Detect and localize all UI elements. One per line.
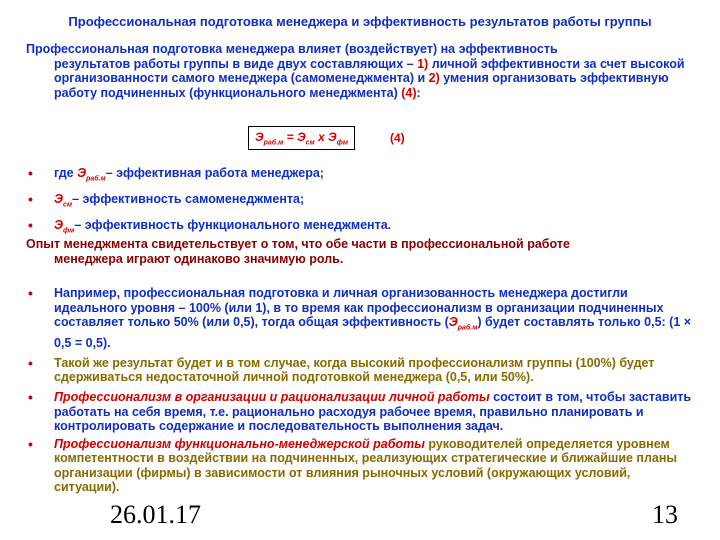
definition-text: – эффективность функционального менеджмента. — [74, 218, 392, 232]
slide-title: Профессиональная подготовка менеджера и эффективность результатов работы группы — [68, 14, 652, 29]
list-item — [26, 166, 696, 187]
bullet-icon: • — [28, 435, 33, 452]
intro-text-c: умения организовать эффективную работу подчиненных (функционального менеджмента) — [54, 71, 669, 100]
formula-box — [248, 126, 355, 150]
formula-sub-3: фм — [336, 139, 348, 147]
bullet-icon: • — [28, 354, 33, 371]
formula-e1: Э — [255, 130, 264, 144]
definition-subscript: фм — [62, 227, 75, 235]
example-list — [26, 286, 696, 385]
intro-line-1: Профессиональная подготовка менеджера влияет (воздействует) на эффективность — [26, 42, 558, 56]
formula-x: х Э — [314, 130, 337, 144]
formula-sub-2: см — [305, 139, 315, 147]
intro-number-2: 2) — [428, 71, 440, 85]
intro-paragraph — [26, 42, 696, 100]
definition-text: – эффективная работа менеджера; — [105, 166, 324, 180]
intro-ref: (4) — [401, 85, 417, 100]
definition-text: – эффективность самоменеджмента; — [72, 192, 305, 206]
definition-symbol: Э — [54, 192, 63, 206]
intro-number-1: 1) — [417, 56, 429, 71]
intro-text-b: личной эффективности за счет высокой организованности самого менеджера (самоменеджмента) и — [54, 56, 685, 85]
bullet-icon: • — [28, 285, 33, 301]
definition-prefix: где — [54, 166, 78, 180]
experience-paragraph — [26, 237, 696, 266]
definitions-list — [26, 166, 696, 239]
list-item — [26, 218, 696, 239]
professionalism-term-2: Профессионализм функционально-менеджерской работы — [54, 436, 425, 451]
footer-date: 26.01.17 — [110, 500, 201, 529]
intro-text-a: результатов работы группы в виде двух составляющих – — [54, 56, 418, 71]
professionalism-text-2: руководителей определяется уровнем компетентности в воздействии на подчиненных, реализующих стратегические и ближайшие планы организации (фирмы) в зависимости от влияния рыночных условий (окружающих условий, ситуации). — [54, 436, 678, 494]
professionalism-list — [26, 390, 696, 495]
list-item — [26, 192, 696, 213]
intro-colon: : — [416, 85, 421, 100]
formula-sub-1: раб.м — [263, 139, 284, 147]
list-item — [26, 356, 696, 385]
definition-symbol: Э — [54, 218, 63, 232]
example-symbol: Э — [448, 315, 458, 329]
bullet-icon: • — [28, 217, 33, 233]
page-number: 13 — [652, 500, 678, 529]
list-item — [26, 286, 696, 351]
professionalism-text-1: состоит в том, чтобы заставить работать на себя время, т.е. рационально расходуя рабочее время, правильно планировать и контролировать содержание и последовательность выполнения задач. — [54, 390, 692, 433]
formula-number: (4) — [390, 131, 405, 145]
list-item — [26, 390, 696, 434]
bullet-icon: • — [28, 191, 33, 207]
experience-line-1: Опыт менеджмента свидетельствует о том, что обе части в профессиональной работе — [26, 237, 570, 251]
intro-continuation — [26, 57, 696, 101]
example-text-2: Такой же результат будет и в том случае, когда высокий профессионализм группы (100%) будет сдерживаться недостаточной личной подготовкой менеджера (0,5, или 50%). — [54, 355, 655, 384]
bullet-icon: • — [28, 389, 33, 405]
formula-eq: = Э — [283, 130, 306, 144]
example-text-1-end: ) будет составлять только 0,5: (1 × 0,5 = 0,5). — [54, 315, 692, 350]
bullet-icon: • — [28, 165, 33, 181]
definition-symbol: Э — [77, 166, 87, 180]
definition-subscript: раб.м — [86, 175, 106, 183]
list-item — [26, 437, 696, 495]
experience-line-2: менеджера играют одинаково значимую роль. — [54, 251, 344, 266]
definition-subscript: см — [62, 201, 73, 209]
example-subscript: раб.м — [457, 324, 478, 332]
professionalism-term-1: Профессионализм в организации и рационализации личной работы — [54, 390, 490, 404]
example-text-1: Например, профессиональная подготовка и личная организованность менеджера достигли идеального уровня – 100% (или 1), в то время как профессионализм в организации подчиненных составляет только 50% (или 0,5), тогда общая эффективность ( — [54, 286, 664, 329]
